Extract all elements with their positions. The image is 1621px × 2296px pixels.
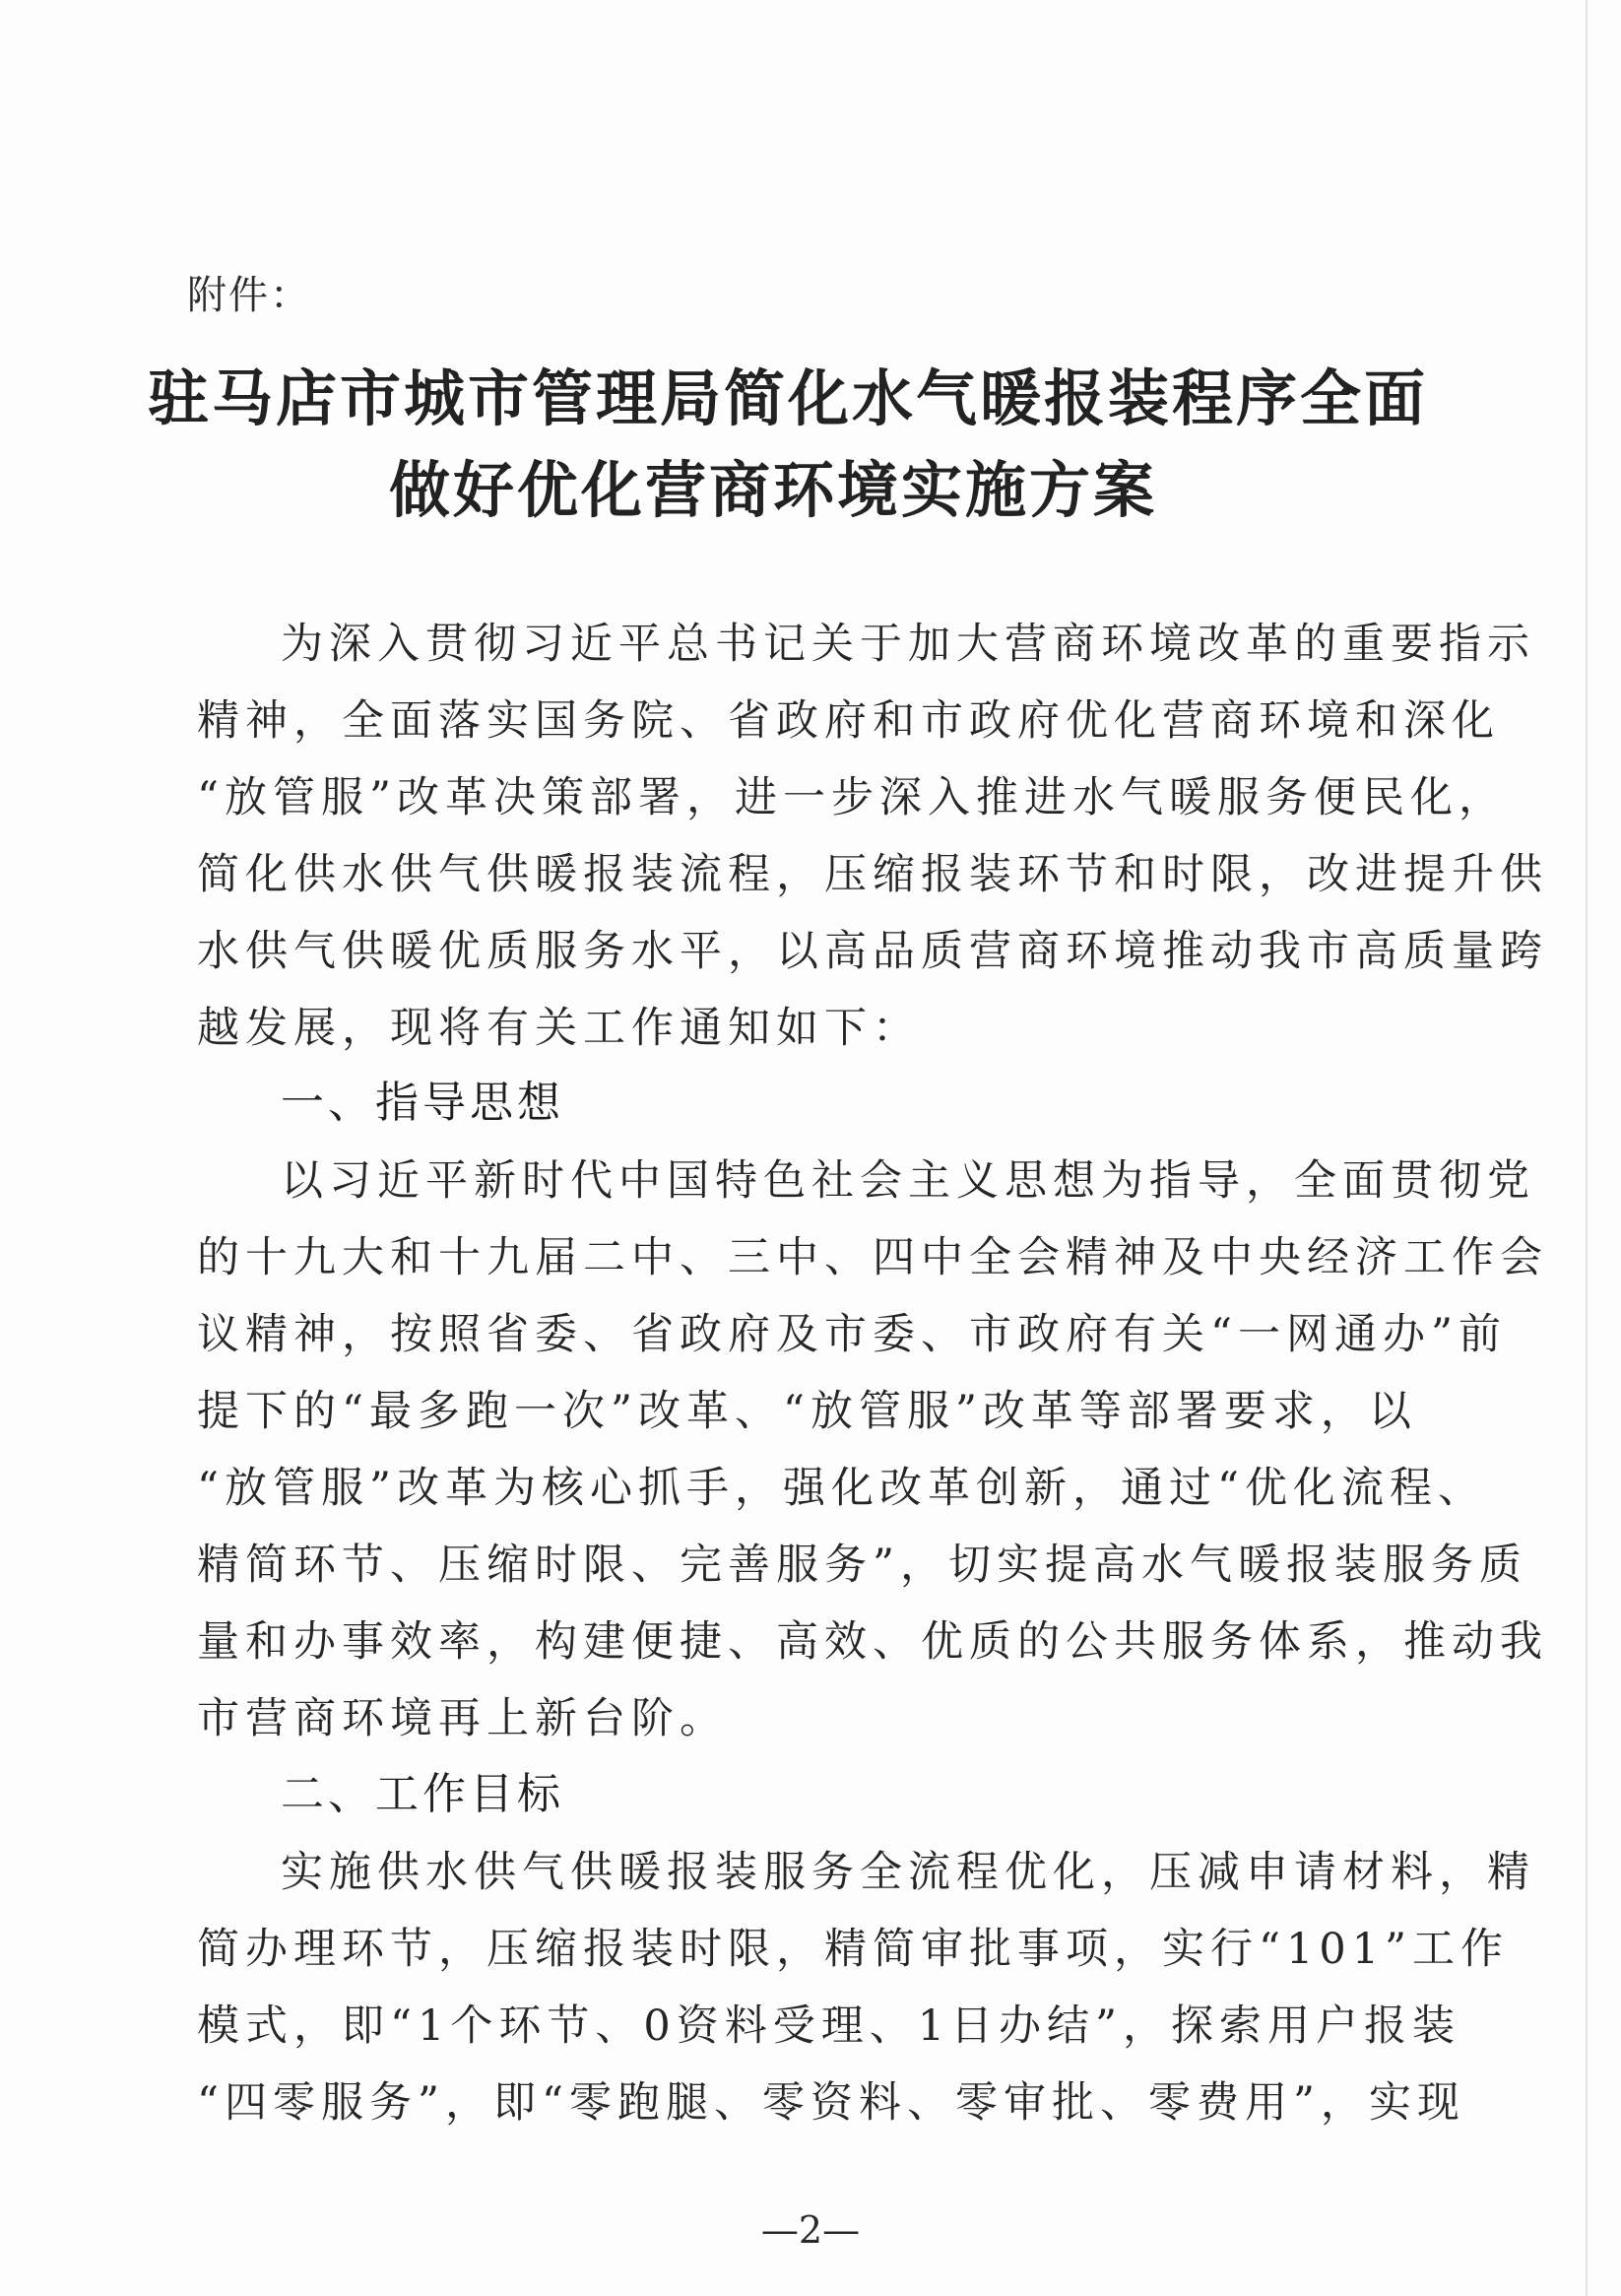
section-1-heading: 一、指导思想 — [281, 1078, 564, 1128]
page-number: —2— — [760, 2208, 861, 2252]
section-2-line: 模式，即“1个环节、0资料受理、1日办结”，探索用户报装 — [197, 2001, 1461, 2051]
intro-line: 水供气供暖优质服务水平，以高品质营商环境推动我市高质量跨 — [197, 927, 1548, 976]
attachment-label: 附件： — [187, 273, 311, 318]
section-1-line: 量和办事效率，构建便捷、高效、优质的公共服务体系，推动我 — [197, 1617, 1548, 1667]
scan-edge-divider — [1586, 0, 1588, 2296]
section-1-line: 以习近平新时代中国特色社会主义思想为指导，全面贯彻党 — [281, 1156, 1535, 1206]
intro-line: “放管服”改革决策部署，进一步深入推进水气暖服务便民化， — [197, 773, 1507, 822]
section-1-line: 精简环节、压缩时限、完善服务”，切实提高水气暖报装服务质 — [197, 1541, 1527, 1590]
section-1-line: 议精神，按照省委、省政府及市委、市政府有关“一网通办”前 — [197, 1310, 1507, 1359]
section-2-heading: 二、工作目标 — [281, 1769, 564, 1819]
intro-line: 越发展，现将有关工作通知如下： — [197, 1004, 921, 1053]
section-2-line: “四零服务”，即“零跑腿、零资料、零审批、零费用”，实现 — [197, 2078, 1465, 2128]
section-1-line: 市营商环境再上新台阶。 — [197, 1694, 728, 1743]
section-2-line: 实施供水供气供暖报装服务全流程优化，压减申请材料，精 — [281, 1848, 1535, 1897]
section-1-line: 的十九大和十九届二中、三中、四中全会精神及中央经济工作会 — [197, 1233, 1548, 1282]
section-1-line: 提下的“最多跑一次”改革、“放管服”改革等部署要求，以 — [197, 1387, 1417, 1436]
section-2-line: 简办理环节，压缩报装时限，精简审批事项，实行“101”工作 — [197, 1925, 1510, 1974]
section-1-line: “放管服”改革为核心抓手，强化改革创新，通过“优化流程、 — [197, 1464, 1486, 1513]
intro-line: 为深入贯彻习近平总书记关于加大营商环境改革的重要指示 — [281, 620, 1535, 669]
document-title-line-2: 做好优化营商环境实施方案 — [388, 454, 1157, 526]
intro-line: 简化供水供气供暖报装流程，压缩报装环节和时限，改进提升供 — [197, 850, 1548, 899]
intro-line: 精神，全面落实国务院、省政府和市政府优化营商环境和深化 — [197, 696, 1500, 746]
document-title-line-1: 驻马店市城市管理局简化水气暖报装程序全面 — [148, 362, 1429, 434]
